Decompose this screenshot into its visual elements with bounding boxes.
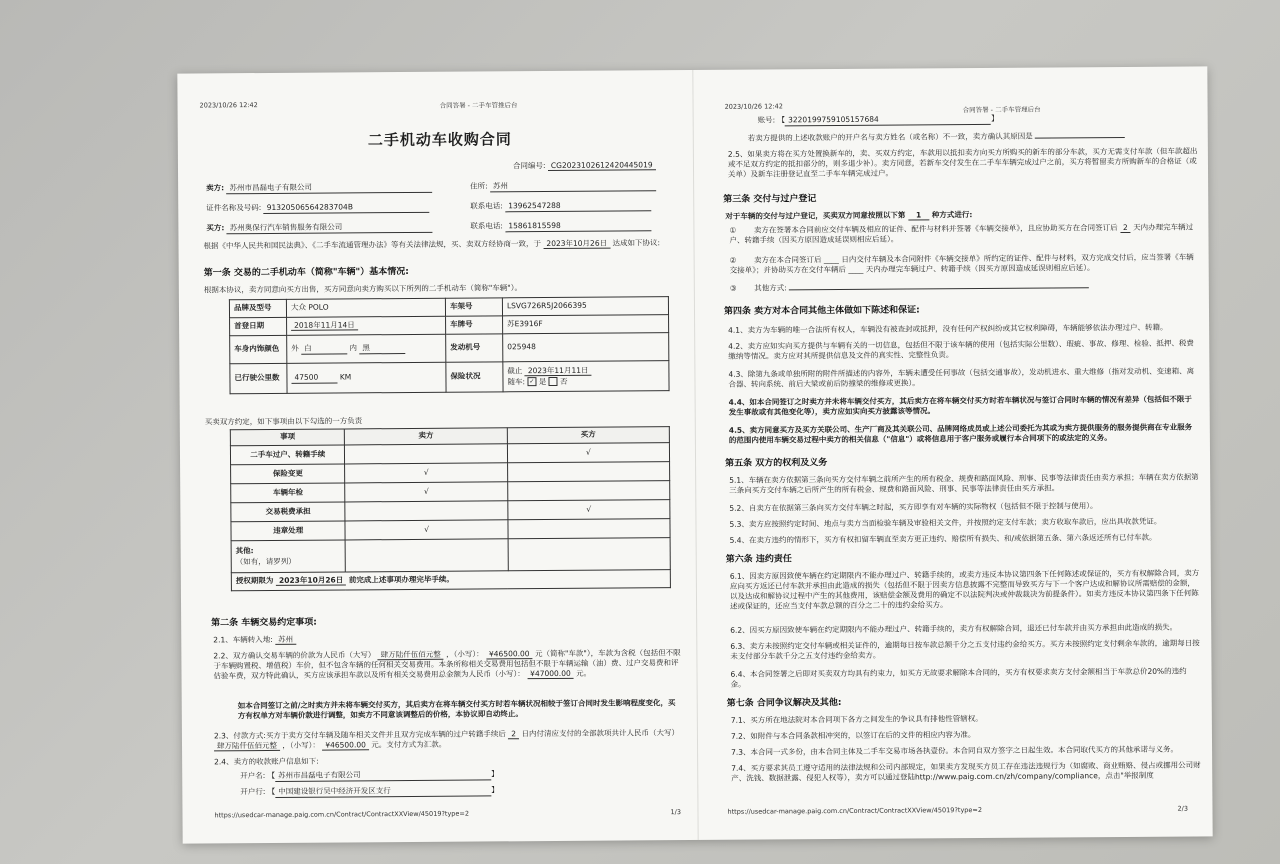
clause-6-1: 6.1、因卖方原因致使车辆在约定期限内不能办理过户、转籍手续的，或卖方违反本协议第四条下任何陈述或保证的，买方有权解除合同，卖方应向买方返还已付车款并承担由此造成的损失（包括但不限于因卖方信息披露不完整而导致买方与下一个客户达成和解协议所需赔偿的金额，以及达成和解协议过程中产生的其他费用，该赔偿金额及费用的确定不以法院判决或仲裁裁决为前提条件）。如卖方违反本协议第四条下任何陈述或保证的，还应当支付车款总额的百分之二十的违约金给买方。 xyxy=(729,568,1200,612)
clause-6-4: 6.4、本合同签署之后即对买卖双方均具有约束力，如买方无故要求解除本合同的，买方有权要求卖方支付金额相当于车款总价20%的违约金。 xyxy=(730,666,1187,689)
clause-2-2-b: ，（小写）： xyxy=(446,649,484,659)
reg-date-label: 首登日期 xyxy=(230,317,287,335)
buyer-label: 买方: xyxy=(206,223,225,233)
clause-6-3: 6.3、卖方未按照约定交付车辆或相关证件的，逾期每日按车款总额千分之五支付违约金给买方。买方未按照约定支付剩余车款的，逾期每日按未支付部分车款千分之五支付违约金给卖方。 xyxy=(730,638,1200,661)
article-3-option-number: 1 xyxy=(908,210,929,220)
print-header-title: 合同答署 - 二手车管理后台 xyxy=(962,105,1041,115)
intro-date: 2023年10月26日 xyxy=(543,239,610,249)
resp-seller-mark xyxy=(345,444,507,464)
option-1-days: 2 xyxy=(1120,223,1131,233)
article-3-intro-a: 对于车辆的交付与过户登记，买卖双方同意按照以下第 xyxy=(725,210,906,221)
other-note: （如有，请罗列） xyxy=(235,556,296,566)
account-number-label: 账号: xyxy=(757,115,776,125)
clause-2-3-a: 2.3、付款方式:买方于卖方交付车辆及随车相关文件并且双方完成车辆的过户转籍手续后 xyxy=(213,729,506,741)
clause-7-4: 7.4、买方要求其员工遵守适用的法律法规和公司内部规定，如果卖方发现买方员工存在违法违规行为（如腐败、商业贿赂、侵占或挪用公司财产、洗钱、数据泄露、侵犯人权等），卖方可以通过登陆http://www.paig.com.cn/zh/company/compliance，点击"举报制度 xyxy=(731,760,1201,783)
clause-7-3: 7.3、本合同一式多份，由本合同主体及二手车交易市场各执壹份。本合同自双方签字之日起生效。本合同取代买方的其他承诺与义务。 xyxy=(731,744,1179,757)
clause-4-1: 4.1、卖方为车辆的唯一合法所有权人，车辆没有被查封或抵押，没有任何产权纠纷或其它权利障碍，车辆能够依法办理过户、转籍。 xyxy=(728,322,1168,335)
contract-page-1 xyxy=(177,70,697,844)
account-name-row: 开户名: 【 苏州市昌磊电子有限公司 】 xyxy=(240,769,499,781)
clause-2-1-label: 2.1、车辆转入地: xyxy=(213,634,273,645)
article-3-intro-b: 种方式进行: xyxy=(931,210,973,220)
resp-seller-mark: √ xyxy=(345,482,507,502)
account-number-row: 账号: 【 3220199759105157684 】 xyxy=(757,113,999,125)
buyer-phone-row xyxy=(470,220,651,232)
buyer-phone-value: 15861815598 xyxy=(505,220,651,232)
clause-2-3 xyxy=(214,728,684,752)
outer-color-value: 白 xyxy=(301,343,347,354)
vin-label: 车架号 xyxy=(445,298,502,316)
engine-label: 发动机号 xyxy=(446,334,503,362)
clause-7-2: 7.2、如附件与本合同条款相冲突的，以签订在后的文件的相应内容为准。 xyxy=(730,730,976,741)
clause-5-1: 5.1、车辆在卖方依据第三条向买方交付车辆之前所产生的所有税金、规费和路面风险、刑事、民事等法律责任由卖方承担；车辆在卖方依据第三条向买方交付车辆之后所产生的所有税金、规费和路面风险、刑事、民事等法律责任由买方承担。 xyxy=(729,472,1199,495)
insurance-yes-label: 是 xyxy=(538,376,547,386)
resp-buyer-mark xyxy=(507,481,669,501)
contract-number-value: CG2023102612420445019 xyxy=(548,160,656,171)
resp-header-seller: 卖方 xyxy=(345,428,507,445)
contract-title: 二手机动车收购合同 xyxy=(367,130,512,150)
responsibility-intro: 买卖双方约定，如下事项由以下勾选的一方负责 xyxy=(204,416,363,427)
article-1-text: 根据本协议，卖方同意向买方出售，买方同意向卖方购买以下所列的二手机动车（简称"车辆"）。 xyxy=(203,283,523,295)
clause-2-2-a: 2.2、双方确认交易车辆的价款为人民币（大写） xyxy=(213,650,376,661)
clause-2-4: 2.4、卖方的收款账户信息如下: xyxy=(214,756,319,767)
option-3-text: 其他方式: xyxy=(754,283,787,293)
plate-value: 苏E3916F xyxy=(503,315,669,334)
resp-seller-mark xyxy=(345,501,507,521)
clause-2-3-b: 日内付清应支付的全部款项共计人民币（大写） xyxy=(521,728,679,739)
seller-row xyxy=(206,182,432,195)
account-bank-value: 中国建设银行吴中经济开发区支行 xyxy=(275,785,491,798)
option-2 xyxy=(730,253,1195,276)
address-row xyxy=(470,180,656,192)
table-row xyxy=(231,538,670,573)
account-note xyxy=(748,131,1188,144)
brand-label: 品牌及型号 xyxy=(229,299,286,317)
resp-item: 违章处理 xyxy=(231,521,346,541)
clause-6-2: 6.2、因买方原因致使车辆在约定期限内不能办理过户、转籍手续的，卖方有权解除合同，退还已付车款并由买方承担由此造成的损失。 xyxy=(730,622,1178,635)
option-1-number: ① xyxy=(729,225,737,235)
seller-name: 苏州市昌磊电子有限公司 xyxy=(226,182,432,195)
price-lower: ¥46500.00 xyxy=(486,649,533,659)
resp-header-item: 事项 xyxy=(230,429,345,446)
article-3-intro xyxy=(725,210,972,222)
engine-value: 025948 xyxy=(503,333,669,362)
resp-item: 保险变更 xyxy=(231,464,346,484)
insurance-with-car-label: 随车: xyxy=(507,376,526,386)
article-7-title: 第七条 合同争议解决及其他: xyxy=(726,697,842,709)
clause-2-5: 2.5、如果卖方将在买方处置换新车的，卖、买双方约定，车款用以抵扣卖方向买方所购买的新车的部分车款，买方无需支付车款（但车款超出或不足双方约定的抵扣部分的，则多退少补）。卖方同意，若新车交付发生在二手车车辆完成过户之前，买方将暂留卖方所购新车的合格证（或关单）及新车注册登记直至二手车车辆完成过户。 xyxy=(727,146,1198,180)
option-2-number: ② xyxy=(729,255,737,265)
option-3 xyxy=(730,281,1195,294)
print-header-title: 合同答署 - 二手车管推后台 xyxy=(439,101,518,110)
cert-row xyxy=(206,202,429,215)
cert-label: 证件名称及号码: xyxy=(206,203,262,213)
resp-seller-mark: √ xyxy=(345,463,507,483)
account-bank-label: 开户行: xyxy=(240,787,266,797)
clause-4-5: 4.5、卖方同意买方及买方关联公司、生产厂商及其关联公司、品牌网络成员或上述公司委托为其或为卖方提供服务的服务提供商在专业服务的范围内使用车辆交易过程中卖方的相关信息（"信息"）或将信息用于客户服务或履行本合同项下的或法定的义务。 xyxy=(728,422,1193,445)
option-2-text: 卖方在本合同签订后 ____ 日内交付车辆及本合同附件《车辆交接单》所约定的证件、配件与材料，双方完成交付后，应当签署《车辆交接单》；并协助买方在交付车辆后 ____ 天内办理完车辆过户、转籍手续（因买方原因造成延误则相应后延）。 xyxy=(729,252,1194,275)
article-2-title: 第二条 车辆交易约定事项: xyxy=(211,617,317,629)
other-label: 其他: xyxy=(235,546,254,556)
footer-url: https://usedcar-manage.paig.com.cn/Contract/ContractXXView/45019?type=2 xyxy=(727,806,983,816)
seller-label: 卖方: xyxy=(206,183,225,193)
insurance-date: 2023年11月11日 xyxy=(525,366,592,376)
clause-5-4: 5.4、在卖方违约的情形下，买方有权扣留车辆直至卖方更正违约、赔偿所有损失、和/或依据第五条、第六条返还所有已付车款。 xyxy=(729,532,1157,545)
plate-label: 车牌号 xyxy=(446,316,503,334)
account-number-value: 3220199759105157684 xyxy=(785,114,991,127)
payment-upper: 肆万陆仟伍佰元整 xyxy=(214,741,280,751)
mileage-label: 已行驶公里数 xyxy=(230,363,287,393)
clause-5-3: 5.3、卖方应按照约定时间、地点与卖方当面检验车辆及审验相关文件，并按照约定支付车款；卖方收取车款后，应出具收款凭证。 xyxy=(729,516,1162,529)
clause-2-1-value: 苏州 xyxy=(275,635,296,645)
resp-seller-mark: √ xyxy=(345,520,507,540)
intro-end: 达成如下协议: xyxy=(612,238,661,248)
resp-item: 二手车过户、转籍手续 xyxy=(230,445,345,465)
auth-end: 前完成上述事项办理完毕手续。 xyxy=(348,575,454,585)
contract-number xyxy=(513,160,656,171)
clause-2-2-d: 元。 xyxy=(576,668,592,679)
footer-page: 2/3 xyxy=(1177,804,1188,813)
account-note-text: 若卖方提供的上述收款账户的开户名与卖方姓名（或名称）不一致，卖方确认其原因是 xyxy=(747,131,1033,143)
clause-2-2 xyxy=(213,648,683,682)
insurance-label: 保险状况 xyxy=(446,362,503,392)
payment-lower: ¥46500.00 xyxy=(322,740,369,750)
option-3-number: ③ xyxy=(729,283,737,293)
payment-days: 2 xyxy=(508,729,519,739)
clause-2-1 xyxy=(213,635,296,646)
article-3-title: 第三条 交付与过户登记 xyxy=(723,194,817,205)
seller-phone-label: 联系电话: xyxy=(470,201,503,211)
article-4-title: 第四条 卖方对本合同其他主体做如下陈述和保证: xyxy=(723,305,920,317)
checkbox-checked-icon: ✓ xyxy=(529,378,535,386)
clause-2-3-d: 元。支付方式为汇款。 xyxy=(371,739,447,750)
address-value: 苏州 xyxy=(490,180,656,192)
option-1-a: 卖方在签署本合同前应交付车辆及相应的证件、配件与材料并签署《车辆交接单》，且应协助买方在合同签订后 xyxy=(753,223,1118,235)
insurance-until-label: 截止 xyxy=(507,366,523,376)
buyer-name: 苏州奥保行汽车销售服务有限公司 xyxy=(227,222,433,235)
account-bank-row: 开户行: 【 中国建设银行吴中经济开发区支行 】 xyxy=(240,785,499,797)
auth-label: 授权期限为 xyxy=(235,576,274,586)
contract-page-2 xyxy=(692,66,1212,840)
cert-value: 91320506564283704B xyxy=(264,202,430,214)
print-datetime: 2023/10/26 12:42 xyxy=(199,101,258,110)
vin-value: LSVG726R5J2066395 xyxy=(502,297,668,316)
clause-4-3: 4.3、除第九条或单独所附的附件所描述的内容外，车辆未遭受任何事故（包括交通事故），发动机进水、重大维修（指对发动机、变速箱、离合器、转向系统、前后大梁或前后防撞梁的维修或更换）。 xyxy=(728,366,1195,389)
clause-2-2-bold: 如本合同签订之前/之时卖方并未将车辆交付买方，其后卖方在将车辆交付买方时若车辆状况相较于签订合同时发生影响程度变化，买方有权单方对车辆价款进行调整，如卖方不同意该调整后的价格，本协议即自动终止。 xyxy=(237,698,676,721)
responsibility-table xyxy=(230,426,671,591)
resp-buyer-mark xyxy=(507,462,669,482)
color-label: 车身内饰颜色 xyxy=(230,335,287,363)
footer-page: 1/3 xyxy=(670,808,681,817)
article-1-title: 第一条 交易的二手机动车（简称"车辆"）基本情况: xyxy=(203,266,409,279)
resp-item: 交易税费承担 xyxy=(231,502,346,522)
clause-2-2-c: 元（简称"车款"），车款为含税（包括但不限于车辆购置税、增值税）车价，但不包含车辆的任何相关交易费用。本条所称相关交易费用包括但不限于车辆运输（油）费、过户交易费和评估验车费，双方特此确认，买方应该承担车款以及所有相关交易费用总金额为人民币（小写）： xyxy=(213,648,681,681)
clause-4-2: 4.2、卖方应如实向买方提供与车辆有关的一切信息，包括但不限于该车辆的使用（包括实际公里数）、瑕疵、事故、修理、检验、抵押、税费缴纳等情况。卖方应对其所提供信息及文件的真实性、完整性负责。 xyxy=(728,338,1194,361)
mileage-unit: KM xyxy=(339,372,352,382)
option-1 xyxy=(729,223,1194,246)
outer-color-label: 外 xyxy=(291,343,299,353)
price-total: ¥47000.00 xyxy=(527,669,574,679)
checkbox-empty-icon xyxy=(549,377,558,386)
buyer-row xyxy=(206,222,432,235)
mileage-value: 47500 xyxy=(291,372,337,383)
option-1-b: 天内办理完车辆过户、转籍手续（因买方原因造成延误则相应后延）。 xyxy=(729,222,1194,245)
contract-number-label: 合同编号: xyxy=(512,161,546,171)
price-upper: 肆万陆仟伍佰元整 xyxy=(378,650,444,660)
insurance-no-label: 否 xyxy=(560,376,568,386)
clause-5-2: 5.2、自卖方在依据第三条向买方交付车辆之时起，买方即享有对车辆的实际物权（包括但不限于控制与使用）。 xyxy=(729,501,1098,513)
contract-sheet xyxy=(177,66,1212,843)
contract-intro xyxy=(203,238,673,251)
auth-date: 2023年10月26日 xyxy=(276,576,346,586)
print-datetime: 2023/10/26 12:42 xyxy=(724,102,783,111)
clause-4-4: 4.4、如本合同签订之时卖方并未将车辆交付买方，其后卖方在将车辆交付买方时若车辆状况与签订合同时车辆的情况有差异（包括但不限于发生事故或有其他变化等），卖方应如实向买方披露该等情况。 xyxy=(728,394,1192,417)
inner-color-value: 黑 xyxy=(359,343,405,354)
clause-2-3-c: ，（小写）： xyxy=(282,740,320,751)
account-name-label: 开户名: xyxy=(240,771,266,781)
seller-phone-value: 13962547288 xyxy=(505,200,651,212)
article-6-title: 第六条 违约责任 xyxy=(725,554,792,565)
inner-color-label: 内 xyxy=(349,343,358,353)
resp-buyer-mark: √ xyxy=(508,500,670,520)
article-5-title: 第五条 双方的权利及义务 xyxy=(725,458,828,469)
resp-buyer-mark xyxy=(508,519,670,539)
intro-text: 根据《中华人民共和国民法典》、《二手车流通管理办法》等有关法律法规，买、卖双方经协商一致，于 xyxy=(203,239,542,251)
resp-item: 车辆年检 xyxy=(231,483,346,503)
seller-phone-row xyxy=(470,200,651,212)
buyer-phone-label: 联系电话: xyxy=(470,221,503,231)
brand-value: 大众 POLO xyxy=(286,298,445,317)
clause-7-1: 7.1、买方所在地法院对本合同项下各方之间发生的争议具有排他性管辖权。 xyxy=(730,713,983,725)
resp-buyer-mark: √ xyxy=(507,443,669,463)
vehicle-info-table xyxy=(229,296,670,394)
account-name-value: 苏州市昌磊电子有限公司 xyxy=(275,769,491,782)
reg-date-value: 2018年11月14日 xyxy=(291,321,358,331)
resp-header-buyer: 买方 xyxy=(507,427,669,444)
address-label: 住所: xyxy=(470,181,488,191)
footer-url: https://usedcar-manage.paig.com.cn/Contract/ContractXXView/45019?type=2 xyxy=(214,809,470,820)
